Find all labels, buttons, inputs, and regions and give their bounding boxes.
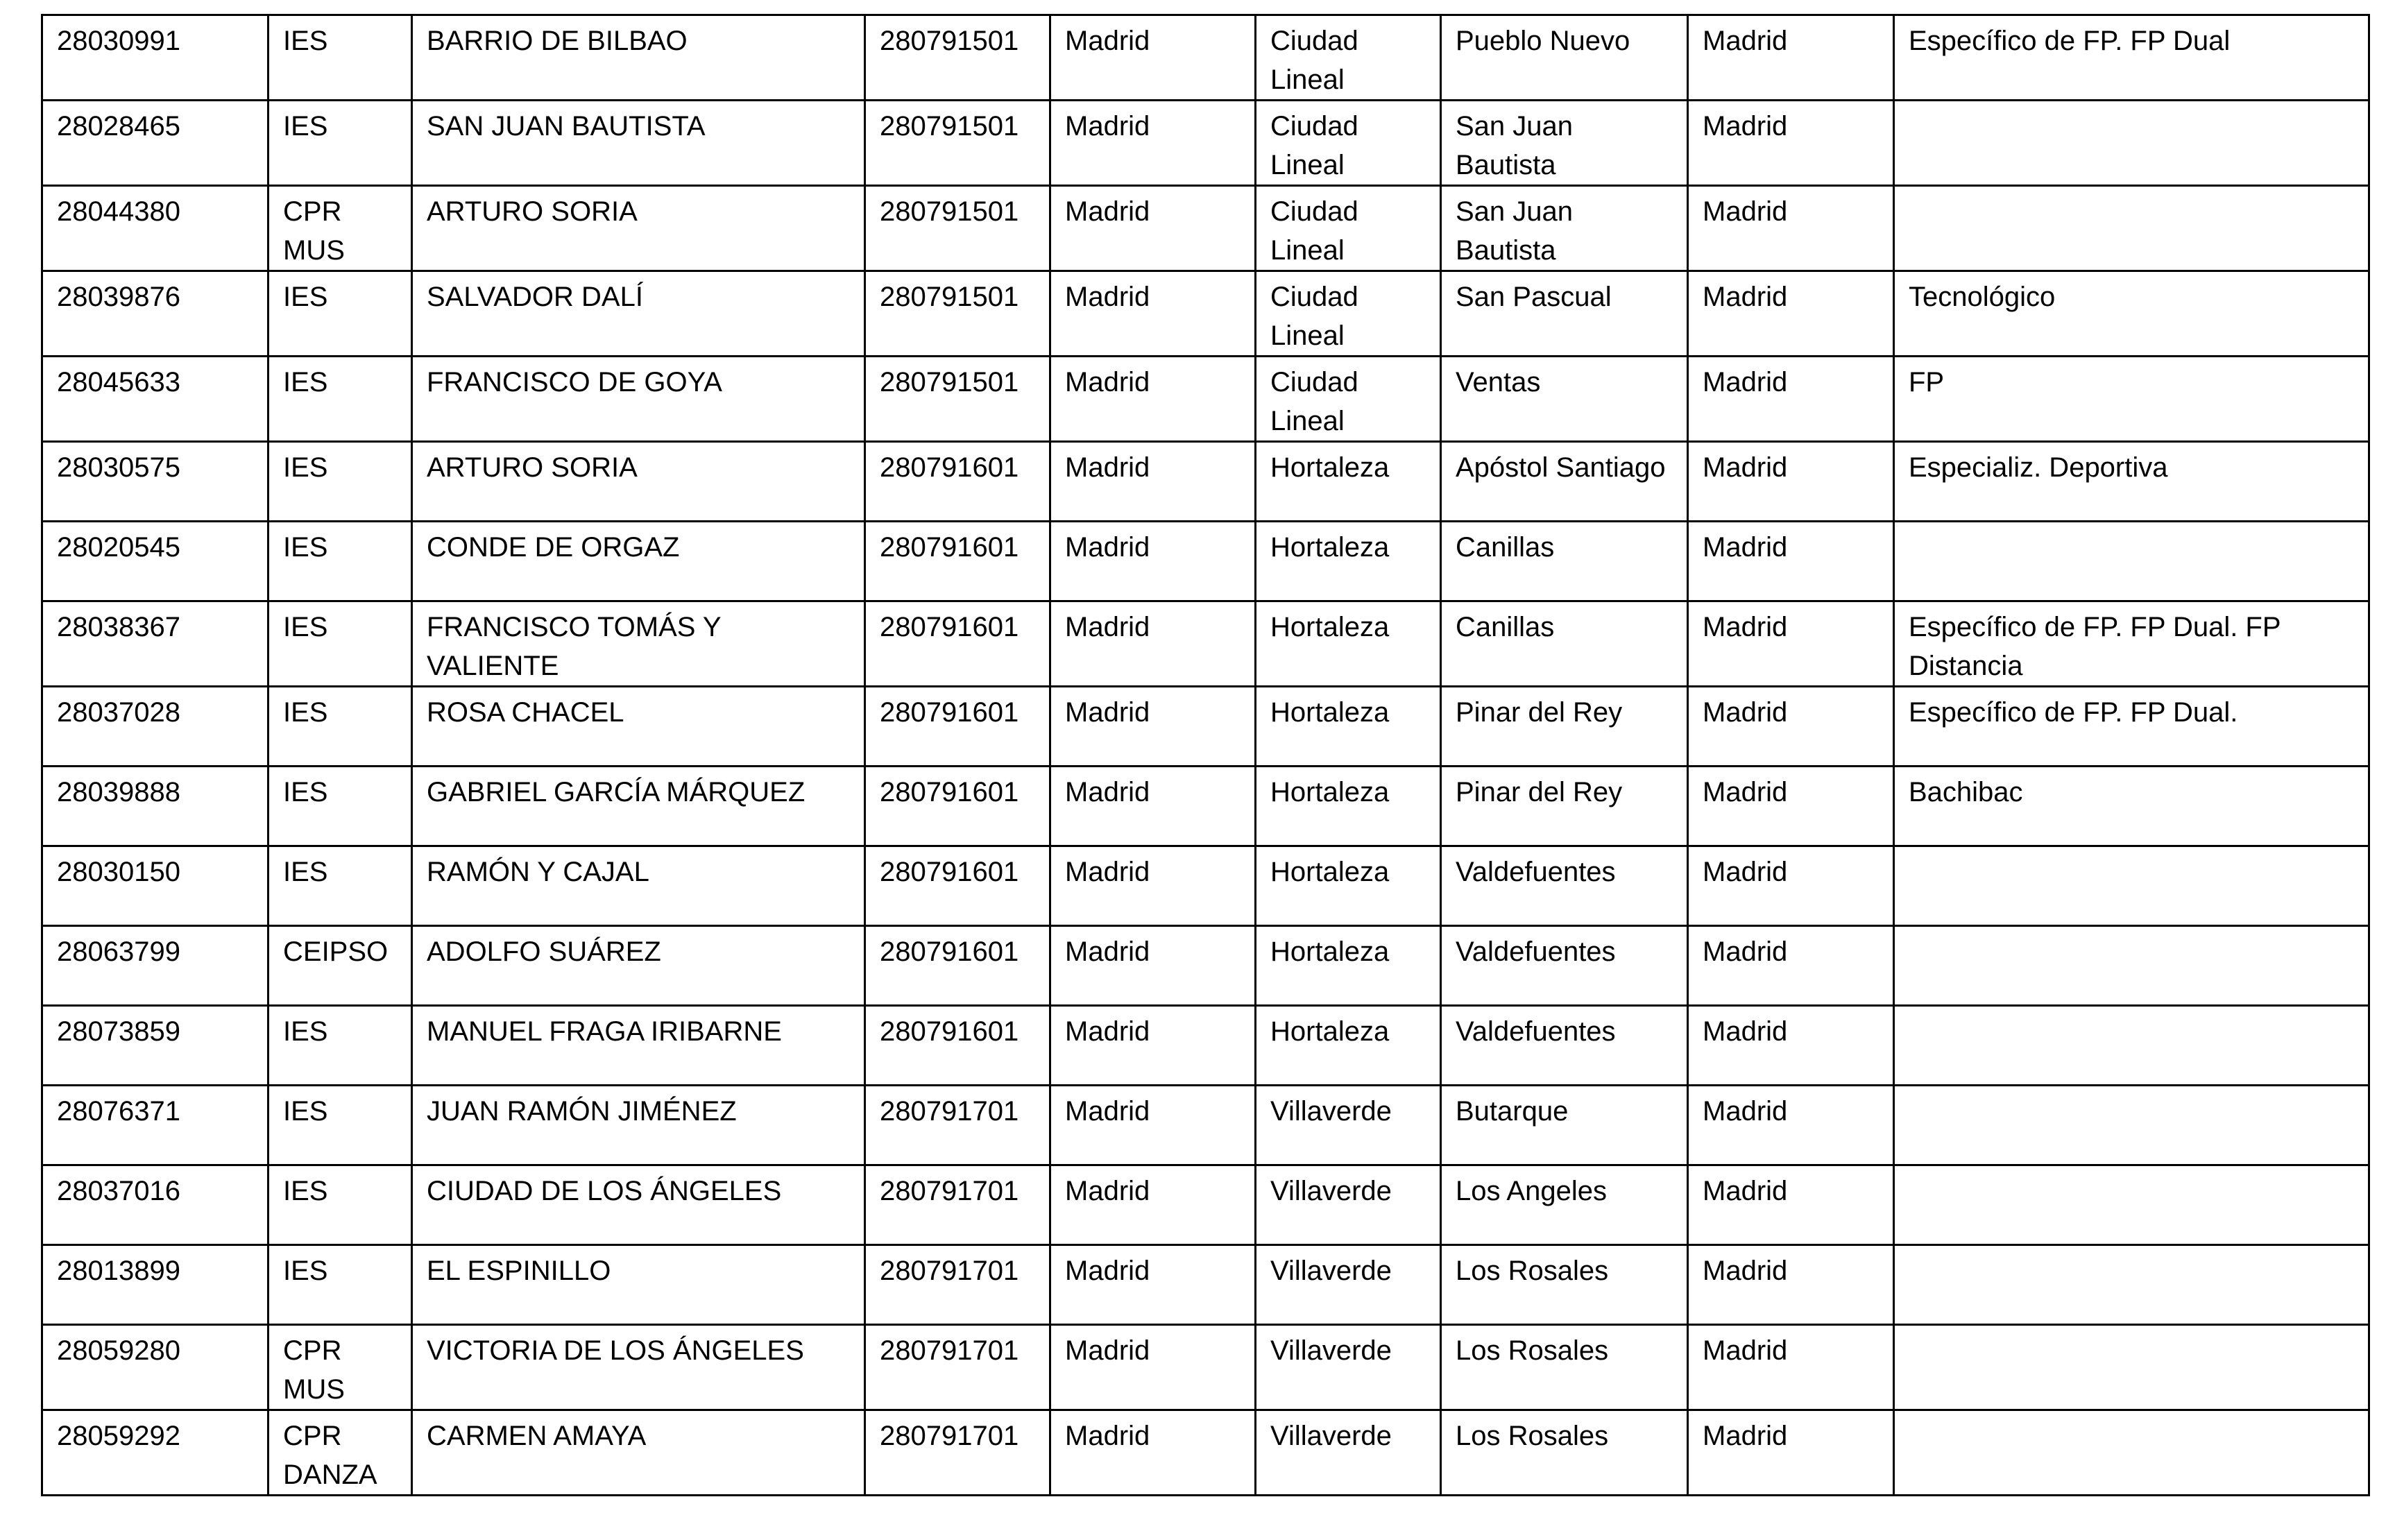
cell-codigo-municipio: 280791501 xyxy=(865,186,1050,271)
cell-barrio: Valdefuentes xyxy=(1441,1006,1688,1086)
cell-barrio: Valdefuentes xyxy=(1441,926,1688,1006)
cell-observaciones xyxy=(1894,1245,2369,1325)
cell-nombre: GABRIEL GARCÍA MÁRQUEZ xyxy=(412,767,865,846)
cell-distrito: Villaverde xyxy=(1256,1325,1441,1410)
cell-distrito: Hortaleza xyxy=(1256,687,1441,767)
cell-barrio: Pinar del Rey xyxy=(1441,767,1688,846)
cell-nombre: ARTURO SORIA xyxy=(412,442,865,522)
cell-observaciones: Específico de FP. FP Dual xyxy=(1894,15,2369,101)
table-row xyxy=(42,1006,2369,1086)
cell-municipio: Madrid xyxy=(1050,522,1256,601)
cell-nombre: FRANCISCO TOMÁS Y VALIENTE xyxy=(412,601,865,687)
cell-observaciones: Tecnológico xyxy=(1894,271,2369,357)
cell-observaciones xyxy=(1894,1165,2369,1245)
cell-provincia: Madrid xyxy=(1688,522,1894,601)
cell-municipio: Madrid xyxy=(1050,271,1256,357)
cell-tipo: IES xyxy=(269,1165,412,1245)
cell-codigo-municipio: 280791601 xyxy=(865,687,1050,767)
cell-distrito: Ciudad Lineal xyxy=(1256,357,1441,442)
cell-barrio: Los Rosales xyxy=(1441,1325,1688,1410)
cell-tipo: IES xyxy=(269,1086,412,1165)
cell-barrio: Canillas xyxy=(1441,522,1688,601)
cell-observaciones: FP xyxy=(1894,357,2369,442)
table-row xyxy=(42,1325,2369,1410)
cell-tipo: CPR DANZA xyxy=(269,1410,412,1496)
cell-provincia: Madrid xyxy=(1688,1325,1894,1410)
cell-codigo: 28045633 xyxy=(42,357,269,442)
cell-observaciones: Bachibac xyxy=(1894,767,2369,846)
table-row xyxy=(42,101,2369,186)
cell-codigo-municipio: 280791701 xyxy=(865,1086,1050,1165)
cell-nombre: SAN JUAN BAUTISTA xyxy=(412,101,865,186)
cell-barrio: Pinar del Rey xyxy=(1441,687,1688,767)
cell-codigo: 28037028 xyxy=(42,687,269,767)
cell-nombre: EL ESPINILLO xyxy=(412,1245,865,1325)
cell-nombre: ROSA CHACEL xyxy=(412,687,865,767)
cell-provincia: Madrid xyxy=(1688,357,1894,442)
centros-table xyxy=(41,14,2370,1496)
cell-codigo-municipio: 280791601 xyxy=(865,601,1050,687)
cell-distrito: Hortaleza xyxy=(1256,601,1441,687)
cell-municipio: Madrid xyxy=(1050,1086,1256,1165)
cell-barrio: Apóstol Santiago xyxy=(1441,442,1688,522)
cell-barrio: San Pascual xyxy=(1441,271,1688,357)
cell-observaciones xyxy=(1894,1325,2369,1410)
cell-tipo: IES xyxy=(269,687,412,767)
cell-provincia: Madrid xyxy=(1688,271,1894,357)
cell-codigo: 28030991 xyxy=(42,15,269,101)
cell-codigo: 28037016 xyxy=(42,1165,269,1245)
cell-codigo-municipio: 280791701 xyxy=(865,1245,1050,1325)
cell-municipio: Madrid xyxy=(1050,101,1256,186)
table-body xyxy=(42,15,2369,1496)
table-row xyxy=(42,1086,2369,1165)
cell-provincia: Madrid xyxy=(1688,1086,1894,1165)
cell-barrio: Valdefuentes xyxy=(1441,846,1688,926)
cell-codigo-municipio: 280791601 xyxy=(865,767,1050,846)
cell-observaciones xyxy=(1894,101,2369,186)
table-row xyxy=(42,522,2369,601)
cell-codigo-municipio: 280791601 xyxy=(865,846,1050,926)
cell-tipo: IES xyxy=(269,271,412,357)
cell-codigo-municipio: 280791501 xyxy=(865,15,1050,101)
cell-municipio: Madrid xyxy=(1050,1245,1256,1325)
cell-tipo: IES xyxy=(269,357,412,442)
cell-codigo-municipio: 280791601 xyxy=(865,1006,1050,1086)
cell-municipio: Madrid xyxy=(1050,1165,1256,1245)
cell-distrito: Ciudad Lineal xyxy=(1256,101,1441,186)
cell-observaciones xyxy=(1894,186,2369,271)
cell-barrio: Canillas xyxy=(1441,601,1688,687)
cell-distrito: Villaverde xyxy=(1256,1410,1441,1496)
cell-tipo: CEIPSO xyxy=(269,926,412,1006)
cell-municipio: Madrid xyxy=(1050,15,1256,101)
cell-municipio: Madrid xyxy=(1050,601,1256,687)
cell-nombre: FRANCISCO DE GOYA xyxy=(412,357,865,442)
cell-nombre: VICTORIA DE LOS ÁNGELES xyxy=(412,1325,865,1410)
cell-municipio: Madrid xyxy=(1050,442,1256,522)
cell-provincia: Madrid xyxy=(1688,1006,1894,1086)
cell-provincia: Madrid xyxy=(1688,186,1894,271)
table-row xyxy=(42,186,2369,271)
table-row xyxy=(42,767,2369,846)
cell-codigo: 28028465 xyxy=(42,101,269,186)
cell-tipo: IES xyxy=(269,846,412,926)
table-row xyxy=(42,846,2369,926)
cell-barrio: Los Rosales xyxy=(1441,1245,1688,1325)
cell-provincia: Madrid xyxy=(1688,442,1894,522)
cell-tipo: CPR MUS xyxy=(269,1325,412,1410)
cell-codigo: 28013899 xyxy=(42,1245,269,1325)
cell-barrio: Pueblo Nuevo xyxy=(1441,15,1688,101)
cell-provincia: Madrid xyxy=(1688,1165,1894,1245)
cell-barrio: Ventas xyxy=(1441,357,1688,442)
cell-nombre: SALVADOR DALÍ xyxy=(412,271,865,357)
cell-distrito: Ciudad Lineal xyxy=(1256,271,1441,357)
cell-municipio: Madrid xyxy=(1050,1410,1256,1496)
cell-provincia: Madrid xyxy=(1688,767,1894,846)
cell-distrito: Hortaleza xyxy=(1256,442,1441,522)
cell-provincia: Madrid xyxy=(1688,687,1894,767)
table-row xyxy=(42,926,2369,1006)
cell-nombre: JUAN RAMÓN JIMÉNEZ xyxy=(412,1086,865,1165)
cell-codigo: 28030575 xyxy=(42,442,269,522)
cell-codigo: 28059292 xyxy=(42,1410,269,1496)
cell-nombre: CIUDAD DE LOS ÁNGELES xyxy=(412,1165,865,1245)
cell-codigo: 28039876 xyxy=(42,271,269,357)
cell-distrito: Ciudad Lineal xyxy=(1256,15,1441,101)
cell-tipo: CPR MUS xyxy=(269,186,412,271)
cell-barrio: San Juan Bautista xyxy=(1441,101,1688,186)
cell-codigo-municipio: 280791601 xyxy=(865,926,1050,1006)
cell-nombre: MANUEL FRAGA IRIBARNE xyxy=(412,1006,865,1086)
table-row xyxy=(42,601,2369,687)
cell-municipio: Madrid xyxy=(1050,1006,1256,1086)
cell-distrito: Hortaleza xyxy=(1256,767,1441,846)
cell-codigo-municipio: 280791601 xyxy=(865,522,1050,601)
cell-municipio: Madrid xyxy=(1050,1325,1256,1410)
cell-nombre: ARTURO SORIA xyxy=(412,186,865,271)
cell-observaciones: Específico de FP. FP Dual. xyxy=(1894,687,2369,767)
table-row xyxy=(42,1245,2369,1325)
cell-codigo-municipio: 280791701 xyxy=(865,1325,1050,1410)
cell-nombre: CARMEN AMAYA xyxy=(412,1410,865,1496)
cell-distrito: Villaverde xyxy=(1256,1086,1441,1165)
cell-municipio: Madrid xyxy=(1050,186,1256,271)
cell-tipo: IES xyxy=(269,601,412,687)
cell-provincia: Madrid xyxy=(1688,101,1894,186)
cell-codigo-municipio: 280791501 xyxy=(865,101,1050,186)
cell-provincia: Madrid xyxy=(1688,926,1894,1006)
cell-codigo: 28038367 xyxy=(42,601,269,687)
cell-tipo: IES xyxy=(269,767,412,846)
table-row xyxy=(42,687,2369,767)
cell-tipo: IES xyxy=(269,442,412,522)
cell-distrito: Hortaleza xyxy=(1256,522,1441,601)
cell-tipo: IES xyxy=(269,1245,412,1325)
cell-barrio: San Juan Bautista xyxy=(1441,186,1688,271)
cell-observaciones xyxy=(1894,1410,2369,1496)
cell-codigo: 28039888 xyxy=(42,767,269,846)
cell-provincia: Madrid xyxy=(1688,1245,1894,1325)
cell-nombre: ADOLFO SUÁREZ xyxy=(412,926,865,1006)
cell-distrito: Ciudad Lineal xyxy=(1256,186,1441,271)
table-row xyxy=(42,1165,2369,1245)
cell-provincia: Madrid xyxy=(1688,15,1894,101)
cell-municipio: Madrid xyxy=(1050,846,1256,926)
table-row xyxy=(42,442,2369,522)
cell-codigo: 28073859 xyxy=(42,1006,269,1086)
cell-observaciones xyxy=(1894,1086,2369,1165)
cell-observaciones: Específico de FP. FP Dual. FP Distancia xyxy=(1894,601,2369,687)
cell-provincia: Madrid xyxy=(1688,846,1894,926)
cell-nombre: RAMÓN Y CAJAL xyxy=(412,846,865,926)
cell-distrito: Hortaleza xyxy=(1256,1006,1441,1086)
cell-distrito: Hortaleza xyxy=(1256,846,1441,926)
cell-tipo: IES xyxy=(269,522,412,601)
cell-observaciones xyxy=(1894,926,2369,1006)
cell-barrio: Los Rosales xyxy=(1441,1410,1688,1496)
cell-codigo-municipio: 280791501 xyxy=(865,271,1050,357)
table-row xyxy=(42,357,2369,442)
cell-provincia: Madrid xyxy=(1688,1410,1894,1496)
cell-codigo: 28030150 xyxy=(42,846,269,926)
cell-codigo: 28059280 xyxy=(42,1325,269,1410)
cell-distrito: Hortaleza xyxy=(1256,926,1441,1006)
cell-observaciones xyxy=(1894,846,2369,926)
cell-codigo-municipio: 280791501 xyxy=(865,357,1050,442)
cell-codigo-municipio: 280791701 xyxy=(865,1410,1050,1496)
cell-tipo: IES xyxy=(269,101,412,186)
cell-observaciones: Especializ. Deportiva xyxy=(1894,442,2369,522)
cell-codigo: 28020545 xyxy=(42,522,269,601)
cell-provincia: Madrid xyxy=(1688,601,1894,687)
cell-distrito: Villaverde xyxy=(1256,1165,1441,1245)
cell-municipio: Madrid xyxy=(1050,687,1256,767)
cell-tipo: IES xyxy=(269,1006,412,1086)
cell-tipo: IES xyxy=(269,15,412,101)
table-row xyxy=(42,15,2369,101)
cell-municipio: Madrid xyxy=(1050,926,1256,1006)
cell-nombre: BARRIO DE BILBAO xyxy=(412,15,865,101)
cell-municipio: Madrid xyxy=(1050,767,1256,846)
table-row xyxy=(42,1410,2369,1496)
cell-observaciones xyxy=(1894,522,2369,601)
cell-codigo: 28044380 xyxy=(42,186,269,271)
cell-barrio: Butarque xyxy=(1441,1086,1688,1165)
cell-codigo: 28063799 xyxy=(42,926,269,1006)
cell-codigo: 28076371 xyxy=(42,1086,269,1165)
cell-observaciones xyxy=(1894,1006,2369,1086)
cell-distrito: Villaverde xyxy=(1256,1245,1441,1325)
cell-codigo-municipio: 280791601 xyxy=(865,442,1050,522)
cell-nombre: CONDE DE ORGAZ xyxy=(412,522,865,601)
table-row xyxy=(42,271,2369,357)
cell-codigo-municipio: 280791701 xyxy=(865,1165,1050,1245)
cell-municipio: Madrid xyxy=(1050,357,1256,442)
cell-barrio: Los Angeles xyxy=(1441,1165,1688,1245)
